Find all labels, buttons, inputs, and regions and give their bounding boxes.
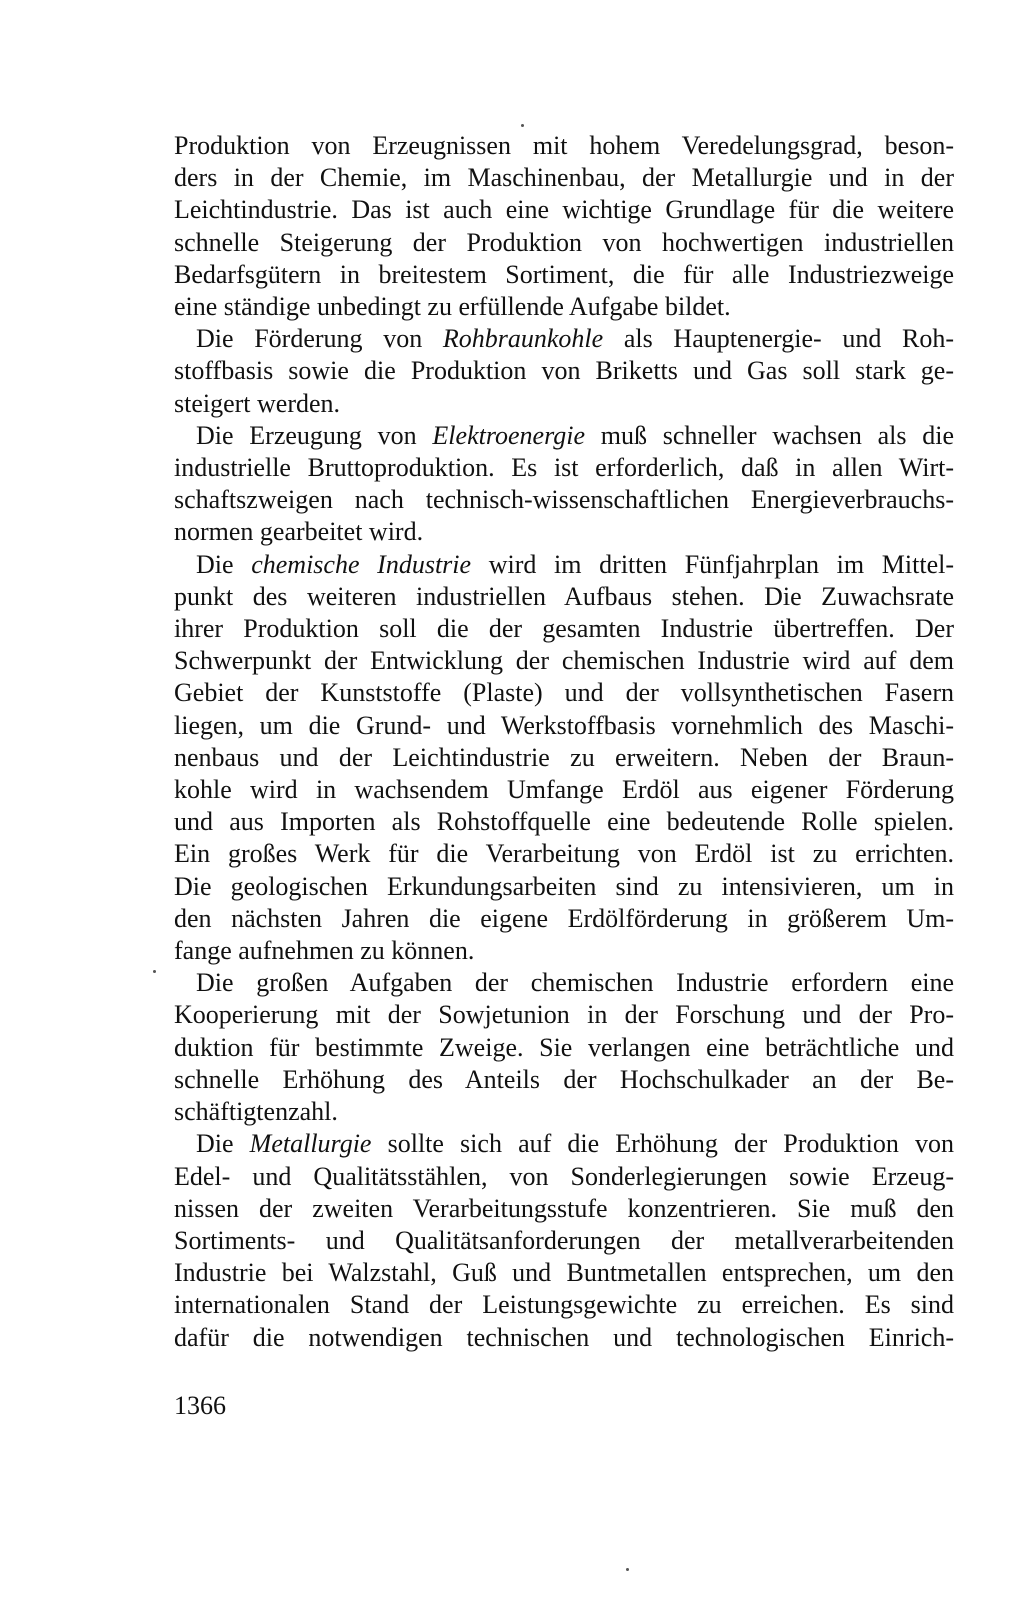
text-line (174, 130, 954, 162)
text-run: Edel- und Qualitätsstählen, von Sonderlegierungen sowie Erzeug- (174, 1161, 954, 1191)
text-run: nissen der zweiten Verarbeitungsstufe konzentrieren. Sie muß den (174, 1193, 954, 1223)
paragraph (174, 420, 954, 549)
text-line (174, 516, 954, 548)
text-run: nenbaus und der Leichtindustrie zu erweitern. Neben der Braun- (174, 742, 954, 772)
text-run: Die Förderung von (196, 324, 443, 354)
text-run: schnelle Steigerung der Produktion von hochwertigen industriellen (174, 227, 954, 257)
text-run: Schwerpunkt der Entwicklung der chemischen Industrie wird auf dem (174, 646, 954, 676)
text-line (174, 388, 954, 420)
paragraph (174, 1128, 954, 1353)
text-run: punkt des weiteren industriellen Aufbaus stehen. Die Zuwachsrate (174, 581, 954, 611)
text-run: ders in der Chemie, im Maschinenbau, der Metallurgie und in der (174, 163, 954, 193)
text-run: Die Erzeugung von (196, 420, 433, 450)
text-run: Gebiet der Kunststoffe (Plaste) und der vollsynthetischen Fasern (174, 678, 954, 708)
text-line (174, 935, 954, 967)
paragraph (174, 967, 954, 1128)
text-run: Bedarfsgütern in breitestem Sortiment, die für alle Industriezweige (174, 259, 954, 289)
text-line (174, 1064, 954, 1096)
print-speck (153, 970, 156, 973)
text-line (174, 162, 954, 194)
text-run: steigert werden. (174, 388, 341, 418)
text-run: den nächsten Jahren die eigene Erdölförderung in größerem Um- (174, 903, 954, 933)
text-line (174, 452, 954, 484)
text-line (174, 613, 954, 645)
text-line (174, 1225, 954, 1257)
emphasized-term: Rohbraunkohle (442, 324, 604, 354)
text-run: sollte sich auf die Erhöhung der Produktion von (371, 1129, 954, 1159)
text-line (174, 1032, 954, 1064)
text-run: dafür die notwendigen technischen und technologischen Einrich- (174, 1322, 954, 1352)
text-run: Kooperierung mit der Sowjetunion in der Forschung und der Pro- (174, 1000, 954, 1030)
emphasized-term: chemische Industrie (251, 549, 472, 579)
paragraph (174, 130, 954, 323)
text-run: Leichtindustrie. Das ist auch eine wichtige Grundlage für die weitere (174, 195, 954, 225)
text-line (174, 774, 954, 806)
text-line (174, 1257, 954, 1289)
text-run: kohle wird in wachsendem Umfange Erdöl aus eigener Förderung (174, 775, 954, 805)
paragraph (174, 323, 954, 420)
paragraph (174, 549, 954, 968)
text-run: normen gearbeitet wird. (174, 517, 424, 547)
body-text (174, 130, 954, 1354)
text-run: Die großen Aufgaben der chemischen Industrie erfordern eine (196, 968, 954, 998)
text-line (174, 1193, 954, 1225)
text-run: Die (196, 549, 252, 579)
text-line (174, 484, 954, 516)
text-line (174, 549, 954, 581)
text-run: Ein großes Werk für die Verarbeitung von Erdöl ist zu errichten. (174, 839, 954, 869)
text-line (174, 355, 954, 387)
text-line (174, 999, 954, 1031)
text-line (174, 259, 954, 291)
emphasized-term: Elektroenergie (432, 420, 585, 450)
text-run: Die geologischen Erkundungsarbeiten sind zu intensivieren, um in (174, 871, 954, 901)
text-run: liegen, um die Grund- und Werkstoffbasis vornehmlich des Maschi- (174, 710, 954, 740)
text-line (174, 323, 954, 355)
page-number: 1366 (174, 1391, 226, 1420)
print-speck (626, 1568, 629, 1571)
text-line (174, 420, 954, 452)
text-run: ihrer Produktion soll die der gesamten Industrie übertreffen. Der (174, 614, 954, 644)
text-run: Die (196, 1129, 250, 1159)
text-line (174, 838, 954, 870)
text-run: schaftszweigen nach technisch-wissenschaftlichen Energieverbrauchs- (174, 485, 954, 515)
print-speck (521, 124, 524, 127)
text-run: duktion für bestimmte Zweige. Sie verlangen eine beträchtliche und (174, 1032, 954, 1062)
text-line (174, 1096, 954, 1128)
emphasized-term: Metallurgie (249, 1129, 372, 1159)
text-line (174, 291, 954, 323)
text-run: als Hauptenergie- und Roh- (603, 324, 954, 354)
text-line (174, 1289, 954, 1321)
text-run: schnelle Erhöhung des Anteils der Hochschulkader an der Be- (174, 1064, 954, 1094)
text-run: Industrie bei Walzstahl, Guß und Buntmetallen entsprechen, um den (174, 1258, 954, 1288)
text-line (174, 710, 954, 742)
text-line (174, 967, 954, 999)
text-run: und aus Importen als Rohstoffquelle eine bedeutende Rolle spielen. (174, 807, 954, 837)
text-run: schäftigtenzahl. (174, 1097, 338, 1127)
text-run: Produktion von Erzeugnissen mit hohem Veredelungsgrad, beson- (174, 131, 954, 160)
text-line (174, 1128, 954, 1160)
text-line (174, 581, 954, 613)
text-line (174, 806, 954, 838)
text-line (174, 227, 954, 259)
text-run: fange aufnehmen zu können. (174, 936, 475, 966)
text-line (174, 871, 954, 903)
text-run: internationalen Stand der Leistungsgewichte zu erreichen. Es sind (174, 1290, 954, 1320)
text-run: muß schneller wachsen als die (584, 420, 954, 450)
text-line (174, 1161, 954, 1193)
text-line (174, 903, 954, 935)
text-run: wird im dritten Fünfjahrplan im Mittel- (471, 549, 954, 579)
text-run: industrielle Bruttoproduktion. Es ist erforderlich, daß in allen Wirt- (174, 453, 954, 483)
text-run: stoffbasis sowie die Produktion von Briketts und Gas soll stark ge- (174, 356, 954, 386)
text-line (174, 1322, 954, 1354)
text-line (174, 742, 954, 774)
text-run: eine ständige unbedingt zu erfüllende Aufgabe bildet. (174, 292, 731, 322)
text-line (174, 645, 954, 677)
text-line (174, 677, 954, 709)
text-run: Sortiments- und Qualitätsanforderungen der metallverarbeitenden (174, 1225, 954, 1255)
text-line (174, 194, 954, 226)
